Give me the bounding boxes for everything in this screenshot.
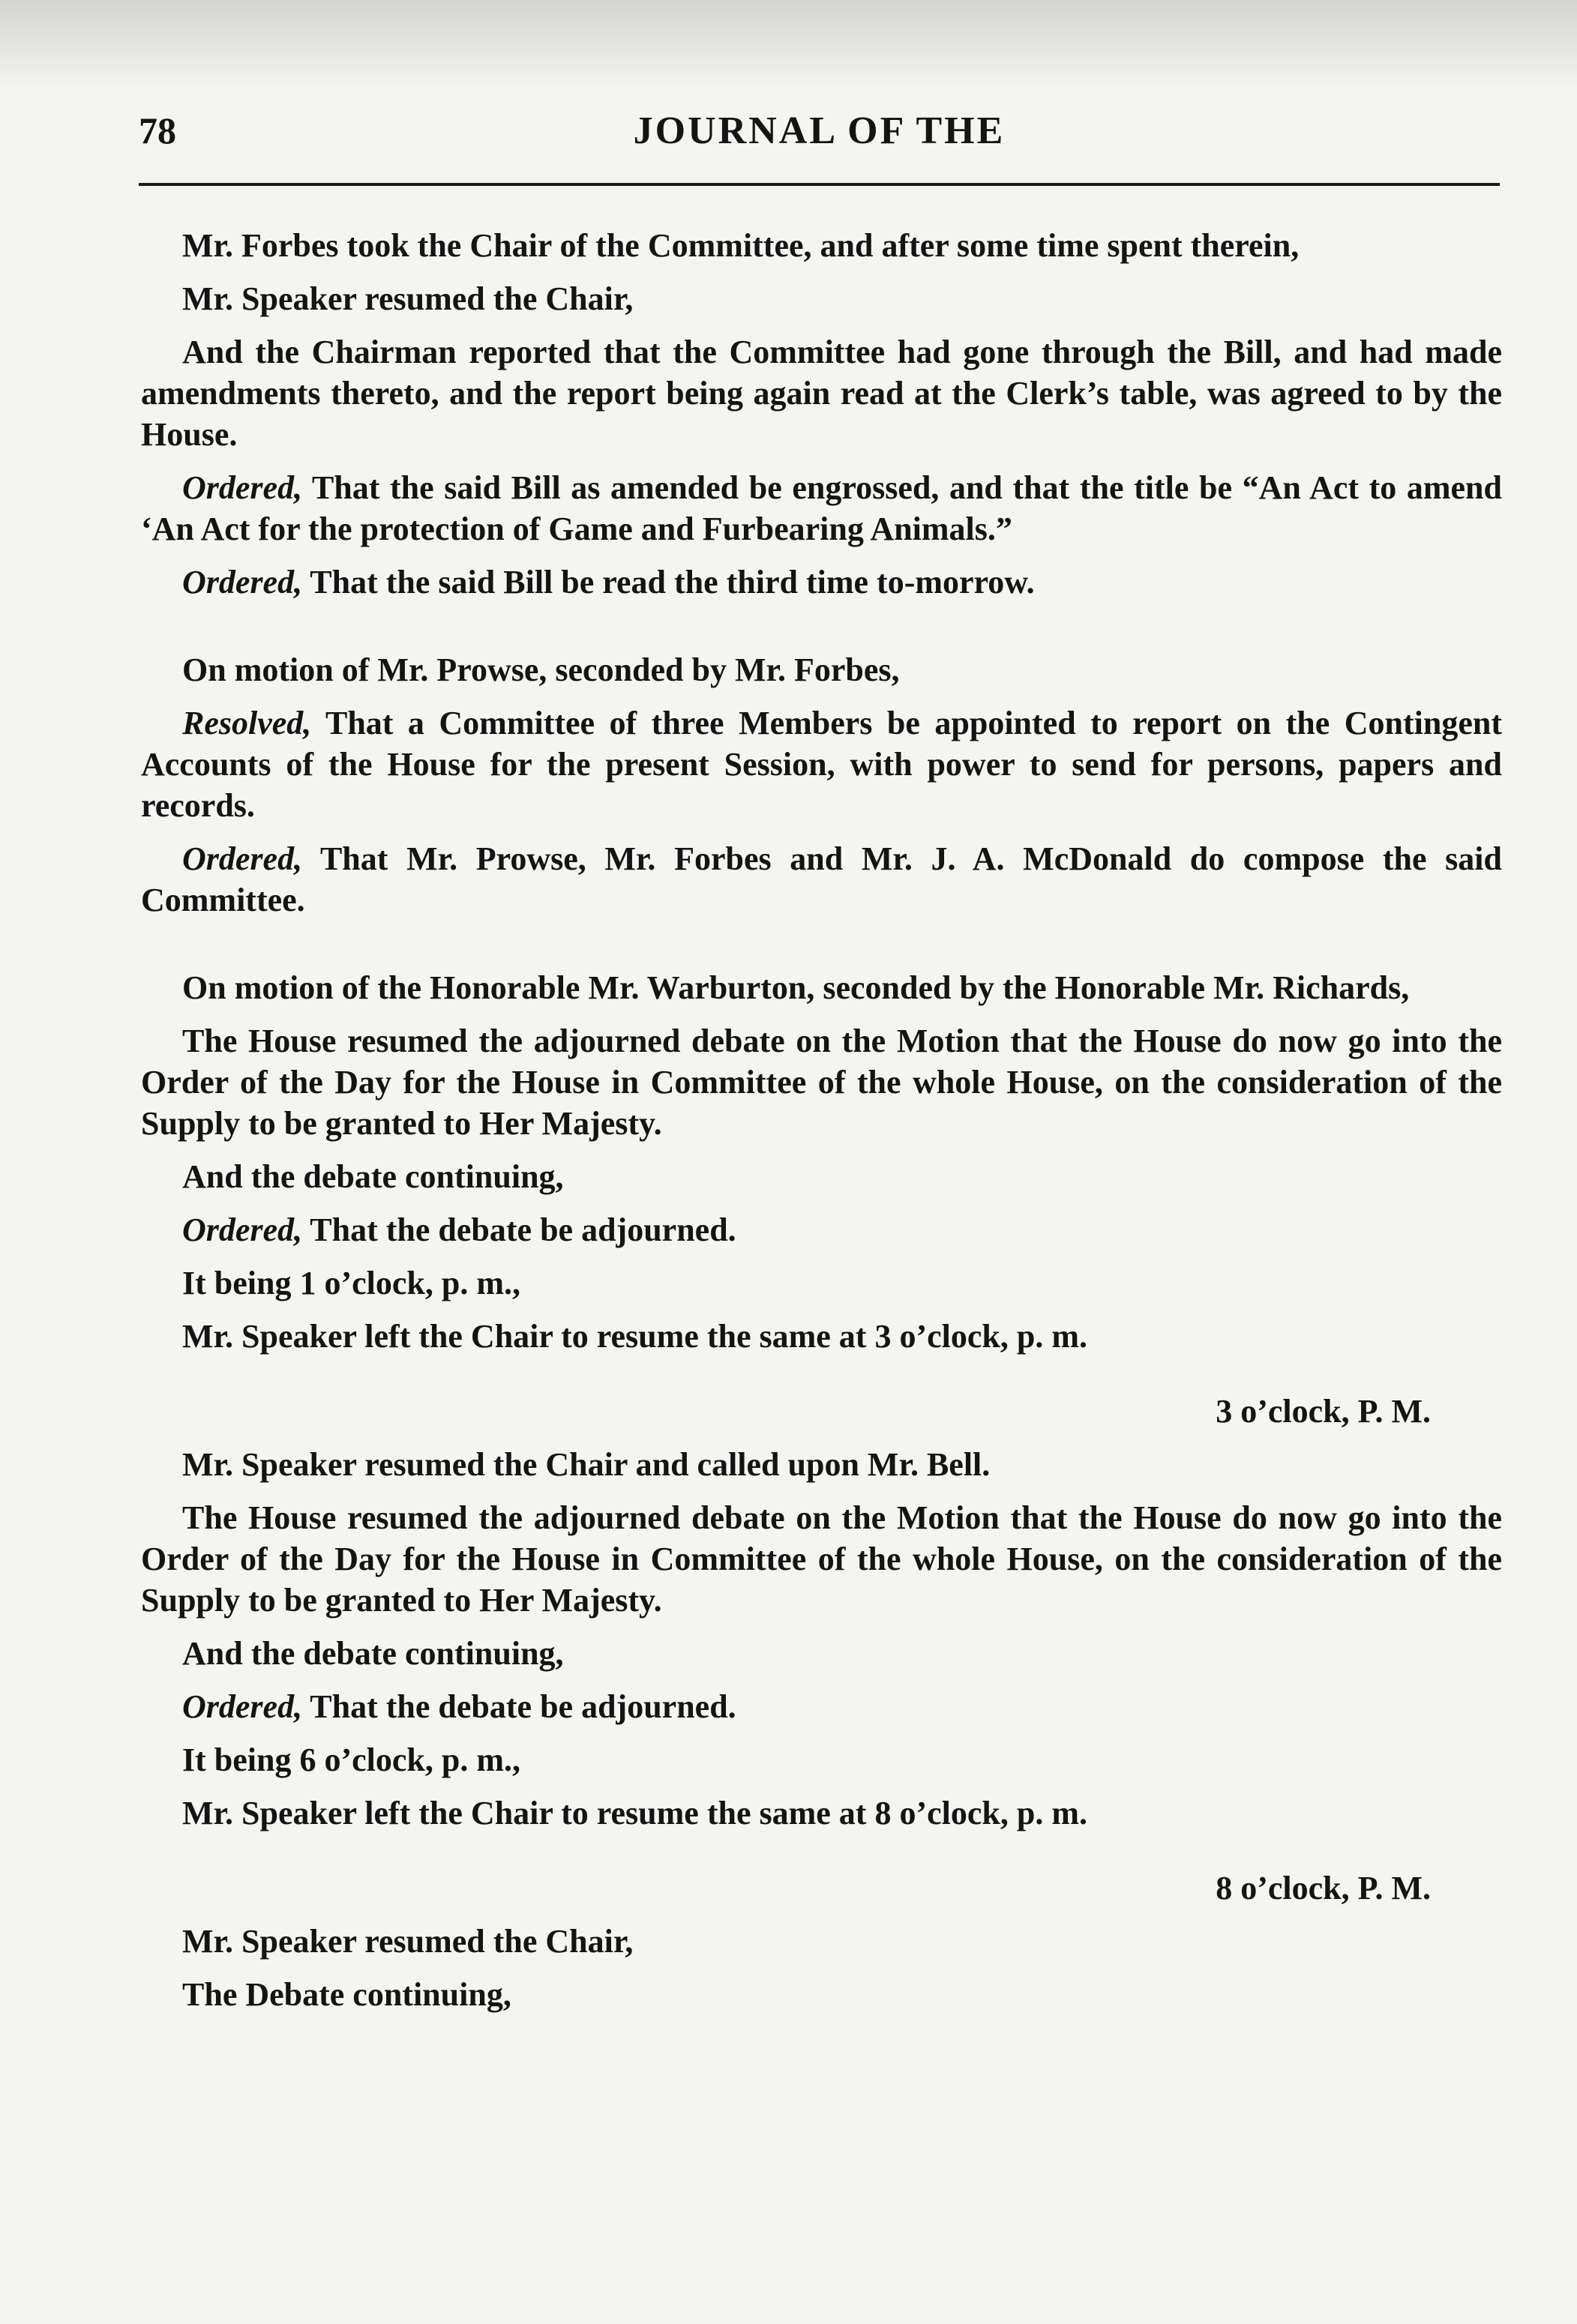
header-rule: [139, 183, 1500, 186]
paragraph: Mr. Speaker resumed the Chair and called upon Mr. Bell.: [182, 1446, 991, 1483]
paragraph: Resolved, That a Committee of three Members be appointed to report on the Contingent Accounts of the House for the present Session, with power to send for persons, papers and records.: [141, 705, 1502, 824]
paragraph: Ordered, That the said Bill as amended be engrossed, and that the title be “An Act to amend ‘An Act for the protection of Game and Furbearing Animals.”: [141, 469, 1502, 547]
paragraph: It being 1 o’clock, p. m.,: [182, 1265, 520, 1301]
paragraph: Mr. Speaker resumed the Chair,: [182, 1923, 634, 1960]
journal-body: [141, 225, 1502, 2027]
paragraph: Mr. Speaker resumed the Chair,: [182, 280, 634, 317]
paragraph: Mr. Speaker left the Chair to resume the same at 8 o’clock, p. m.: [182, 1795, 1087, 1831]
paragraph: And the debate continuing,: [182, 1635, 564, 1672]
paragraph: Ordered, That Mr. Prowse, Mr. Forbes and Mr. J. A. McDonald do compose the said Committee.: [141, 840, 1502, 918]
paragraph: The House resumed the adjourned debate on the Motion that the House do now go into the Order of the Day for the House in Committee of the whole House, on the consideration of the Supply to be granted to Her Majesty.: [141, 1023, 1502, 1142]
paragraph: Ordered, That the debate be adjourned.: [182, 1211, 736, 1248]
time-heading: 3 o’clock, P. M.: [1216, 1393, 1431, 1430]
paragraph: The Debate continuing,: [182, 1976, 511, 2013]
page-number: 78: [139, 109, 176, 151]
paragraph: Mr. Speaker left the Chair to resume the same at 3 o’clock, p. m.: [182, 1318, 1087, 1355]
time-heading: 8 o’clock, P. M.: [1216, 1870, 1431, 1906]
paragraph: It being 6 o’clock, p. m.,: [182, 1742, 520, 1778]
paragraph: On motion of the Honorable Mr. Warburton, seconded by the Honorable Mr. Richards,: [182, 969, 1410, 1006]
page-header: [139, 101, 1500, 161]
paragraph: Mr. Forbes took the Chair of the Committee, and after some time spent therein,: [182, 227, 1300, 264]
paragraph: And the Chairman reported that the Committee had gone through the Bill, and had made amendments thereto, and the report being again read at the Clerk’s table, was agreed to by the House.: [141, 334, 1502, 453]
paragraph: Ordered, That the debate be adjourned.: [182, 1688, 736, 1725]
running-head: JOURNAL OF THE: [633, 109, 1006, 152]
paragraph: Ordered, That the said Bill be read the third time to-morrow.: [182, 564, 1035, 600]
paragraph: The House resumed the adjourned debate on the Motion that the House do now go into the Order of the Day for the House in Committee of the whole House, on the consideration of the Supply to be granted to Her Majesty.: [141, 1499, 1502, 1619]
paragraph: On motion of Mr. Prowse, seconded by Mr. Forbes,: [182, 651, 900, 688]
paragraph: And the debate continuing,: [182, 1158, 564, 1195]
